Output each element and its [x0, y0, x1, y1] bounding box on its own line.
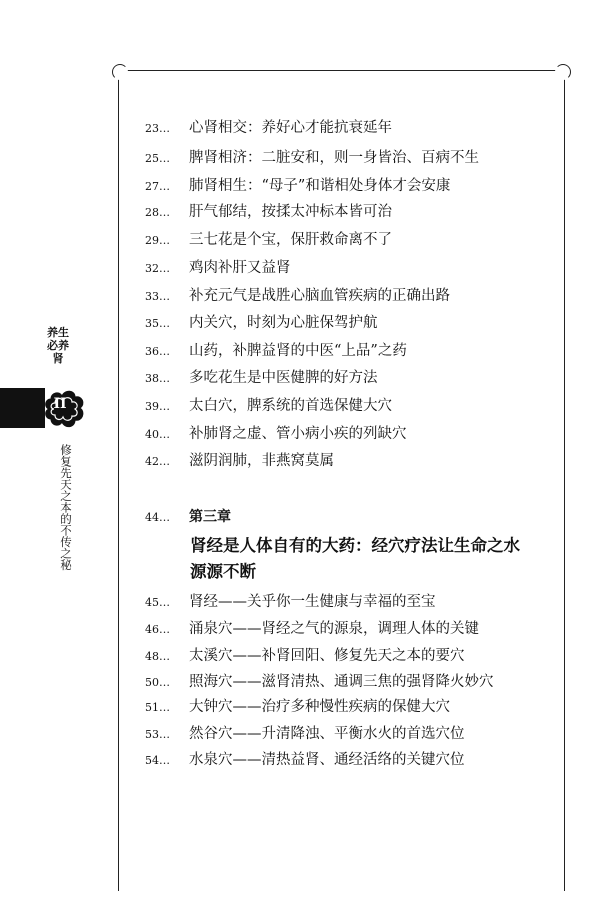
toc-entry[interactable] — [145, 228, 392, 249]
toc-entry[interactable] — [145, 722, 465, 743]
toc-page: 45… — [145, 596, 170, 609]
toc-text: 然谷穴——升清降浊、平衡水火的首选穴位 — [189, 726, 465, 742]
toc-entry[interactable] — [145, 449, 334, 470]
toc-entry[interactable] — [145, 644, 465, 665]
toc-page: 28… — [145, 206, 170, 219]
toc-page: 53… — [145, 728, 170, 741]
toc-text: 山药，补脾益肾的中医“上品”之药 — [189, 343, 407, 359]
toc-text: 心肾相交：养好心才能抗衰延年 — [189, 120, 392, 136]
toc-page: 25… — [145, 152, 170, 165]
toc-page: 27… — [145, 180, 170, 193]
toc-entry[interactable] — [145, 339, 407, 360]
book-subtitle: 修复先天之本的不传之秘 — [59, 444, 73, 571]
toc-entry[interactable] — [145, 284, 450, 305]
toc-entry[interactable] — [145, 200, 392, 221]
toc-entry[interactable] — [145, 146, 479, 167]
chapter-marker: II — [53, 396, 67, 412]
toc-entry[interactable] — [145, 748, 465, 769]
toc-text: 太白穴，脾系统的首选保健大穴 — [189, 398, 392, 414]
chapter-tab — [0, 388, 45, 428]
toc-page: 32… — [145, 262, 170, 275]
toc-entry[interactable] — [145, 311, 378, 332]
toc-text: 肺肾相生：“母子”和谐相处身体才会安康 — [189, 178, 451, 194]
toc-page: 54… — [145, 754, 170, 767]
toc-page: 51… — [145, 701, 170, 714]
toc-text: 三七花是个宝，保肝救命离不了 — [189, 232, 392, 248]
toc-text: 太溪穴——补肾回阳、修复先天之本的要穴 — [189, 648, 465, 664]
toc-entry[interactable] — [145, 590, 436, 611]
toc-text: 补充元气是战胜心脑血管疾病的正确出路 — [189, 288, 450, 304]
toc-entry[interactable] — [145, 394, 392, 415]
toc-text: 肝气郁结，按揉太冲标本皆可治 — [189, 204, 392, 220]
chapter-page: 44… — [145, 511, 170, 524]
toc-page: 33… — [145, 290, 170, 303]
toc-page: 23… — [145, 122, 170, 135]
chapter-title: 肾经是人体自有的大药：经穴疗法让生命之水源源不断 — [190, 536, 520, 581]
toc-text: 肾经——关乎你一生健康与幸福的至宝 — [189, 594, 436, 610]
toc-entry[interactable] — [145, 617, 479, 638]
toc-text: 涌泉穴——肾经之气的源泉，调理人体的关键 — [189, 621, 479, 637]
toc-page: 38… — [145, 372, 170, 385]
chapter-heading[interactable] — [145, 506, 231, 526]
toc-entry[interactable] — [145, 256, 291, 277]
toc-text: 照海穴——滋肾清热、通调三焦的强肾降火妙穴 — [189, 674, 494, 690]
toc-text: 水泉穴——清热益肾、通经活络的关键穴位 — [189, 752, 465, 768]
toc-text: 脾肾相济：二脏安和，则一身皆治、百病不生 — [189, 150, 479, 166]
toc-entry[interactable] — [145, 366, 378, 387]
toc-text: 内关穴，时刻为心脏保驾护航 — [189, 315, 378, 331]
toc-entry[interactable] — [145, 174, 450, 195]
toc-entry[interactable] — [145, 116, 392, 137]
toc-page: 42… — [145, 455, 170, 468]
toc-page: 39… — [145, 400, 170, 413]
toc-page: 29… — [145, 234, 170, 247]
toc-page: 46… — [145, 623, 170, 636]
toc-page: 50… — [145, 676, 170, 689]
toc-text: 补肺肾之虚、管小病小疾的列缺穴 — [189, 426, 407, 442]
toc-page: 48… — [145, 650, 170, 663]
book-title: 养生必养肾 — [47, 326, 69, 365]
toc-text: 大钟穴——治疗多种慢性疾病的保健大穴 — [189, 699, 450, 715]
toc-entry[interactable] — [145, 695, 450, 716]
toc-page: 36… — [145, 345, 170, 358]
toc-text: 多吃花生是中医健脾的好方法 — [189, 370, 378, 386]
toc-entry[interactable] — [145, 422, 407, 443]
toc-entry[interactable] — [145, 670, 494, 691]
toc-text: 滋阴润肺，非燕窝莫属 — [189, 453, 334, 469]
toc-page: 35… — [145, 317, 170, 330]
toc-text: 鸡肉补肝又益肾 — [189, 260, 291, 276]
chapter-label: 第三章 — [189, 509, 231, 525]
toc-page: 40… — [145, 428, 170, 441]
